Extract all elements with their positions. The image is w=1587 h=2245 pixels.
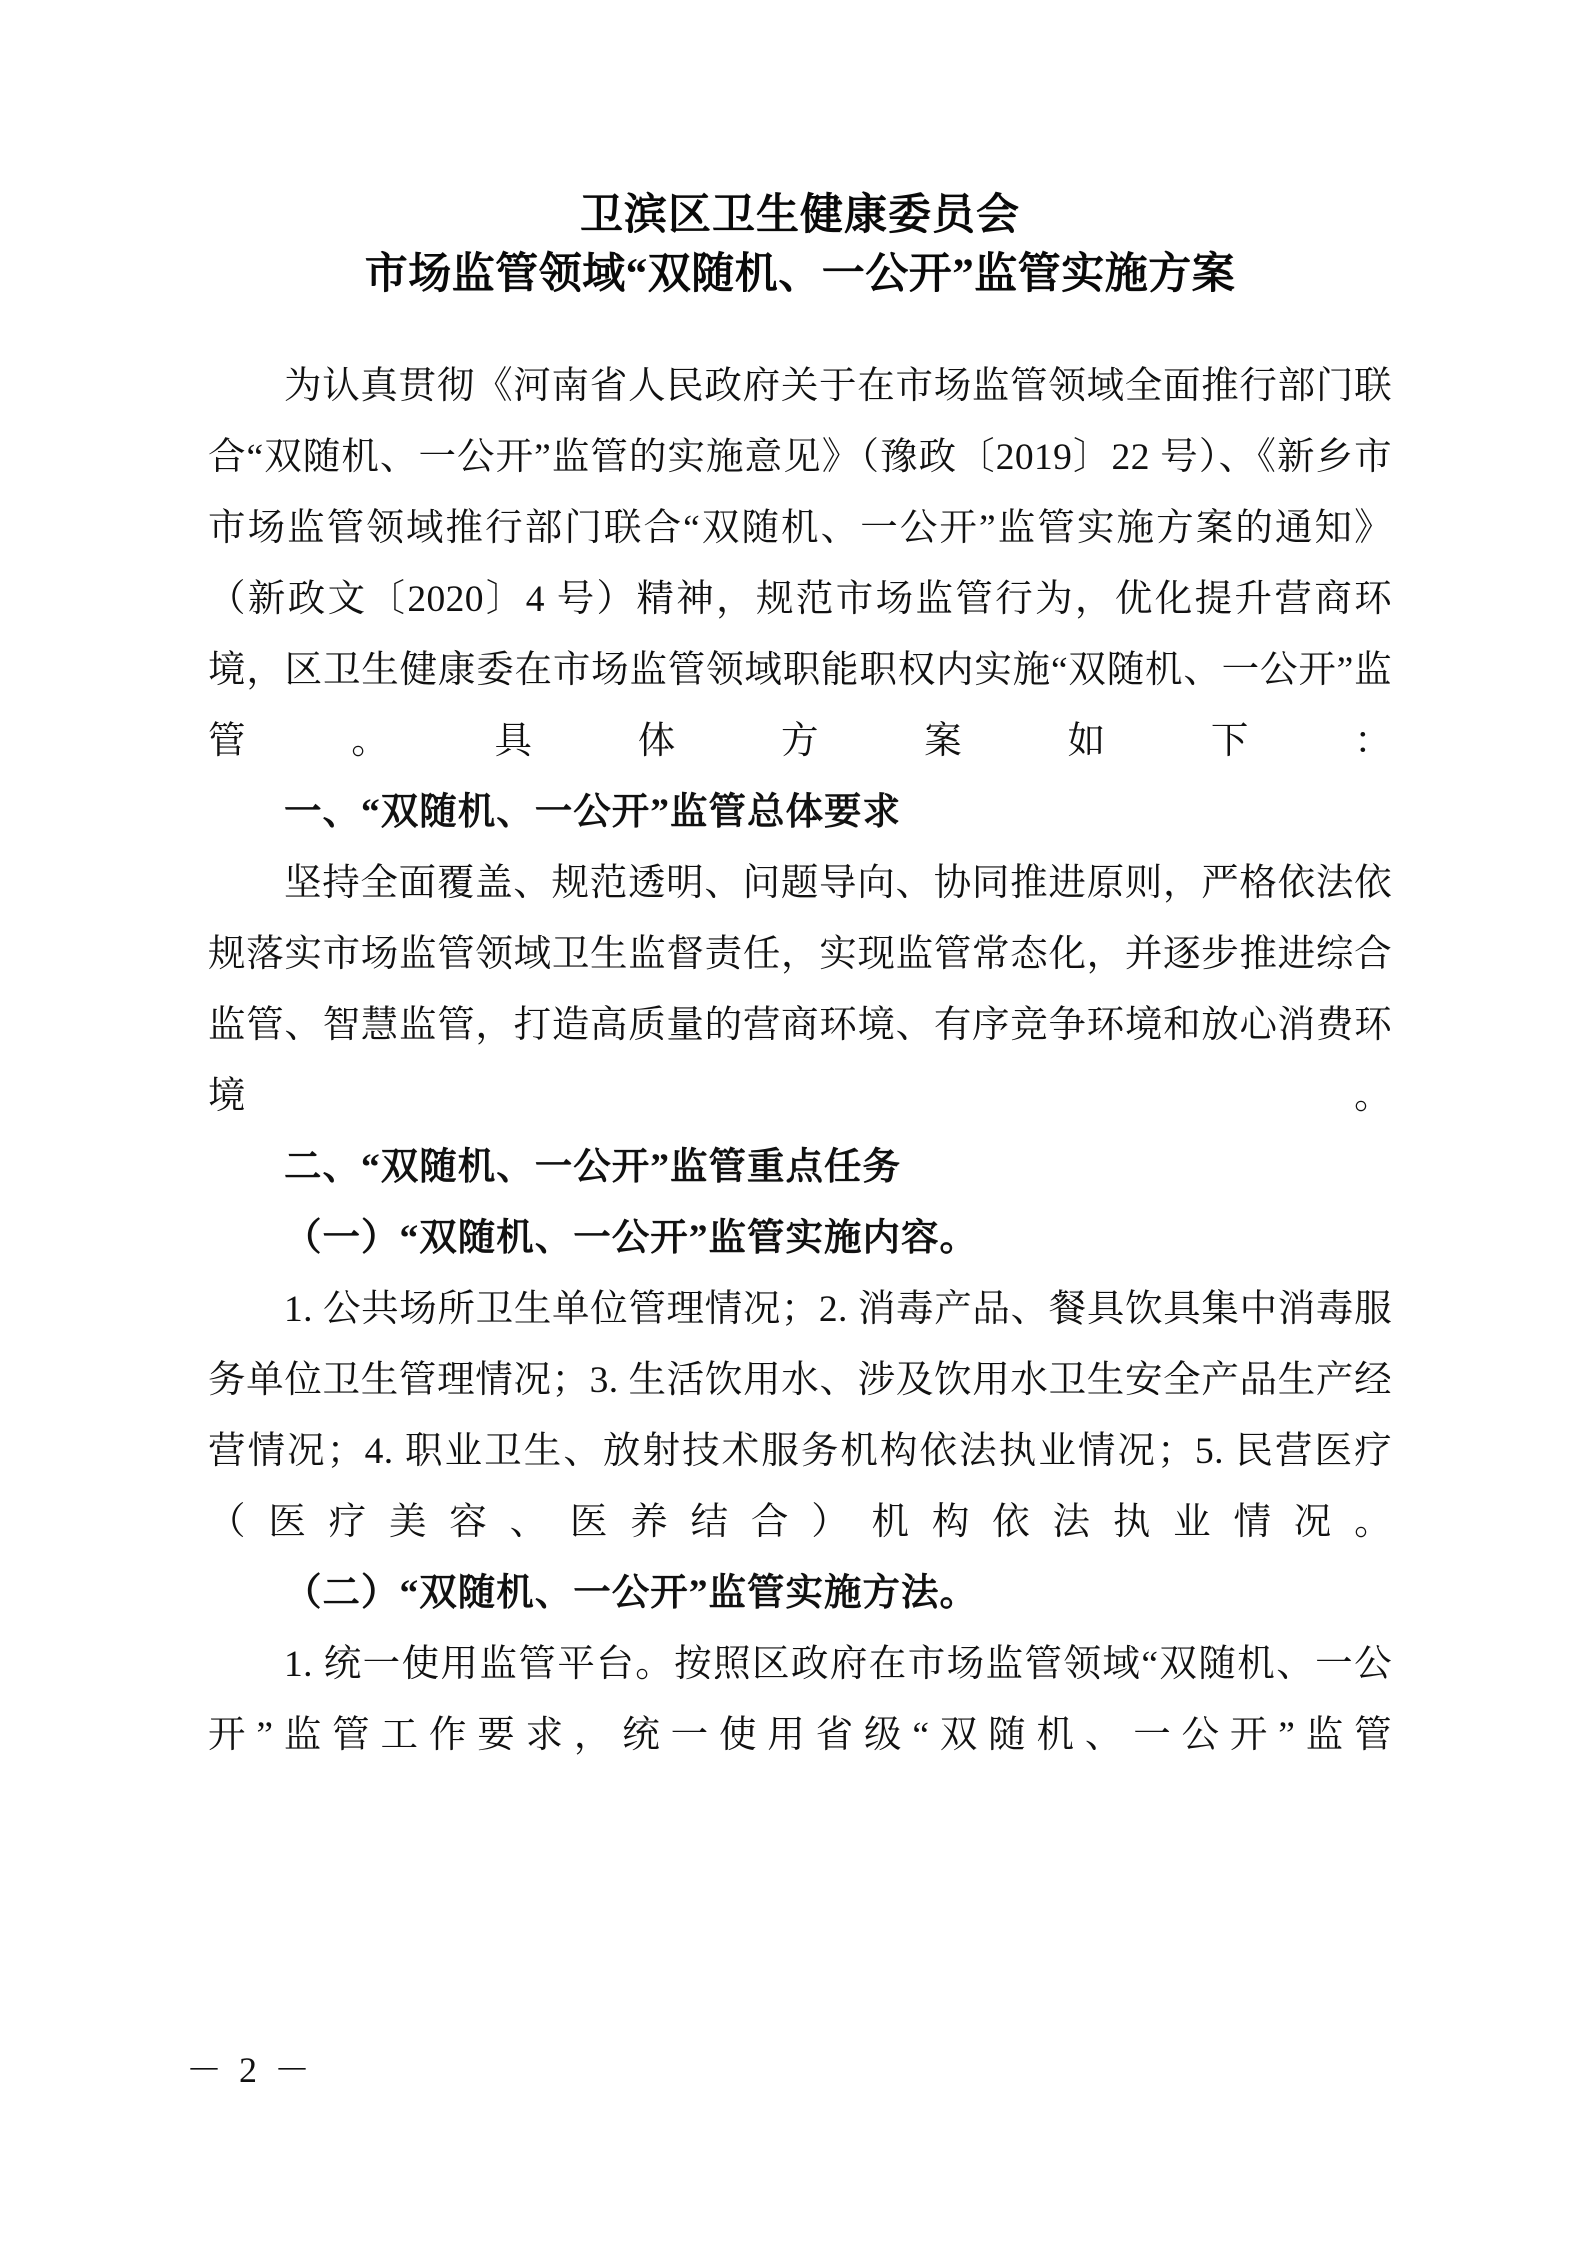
title-line-organization: 卫滨区卫生健康委员会 xyxy=(580,192,1020,239)
subsection-heading-1: （一）“双随机、一公开”监管实施内容。 xyxy=(284,1217,978,1259)
page-number: － 2 － xyxy=(186,2050,315,2090)
page-footer xyxy=(186,2042,1401,2093)
section-heading-2: 二、“双随机、一公开”监管重点任务 xyxy=(284,1146,901,1188)
paragraph-intro: 为认真贯彻《河南省人民政府关于在市场监管领域全面推行部门联合“双随机、一公开”监管的实施意见》（豫政〔2019〕22 号）、《新乡市市场监管领域推行部门联合“双随机、一公开”监管实施方案的通知》（新政文〔2020〕4 号）精神，规范市场监管行为，优化提升营商环境，区卫生健康委在市场监管领域职能职权内实施“双随机、一公开”监管。具体方案如下： xyxy=(208,365,1392,762)
page-content xyxy=(208,186,1392,1771)
section-heading-1: 一、“双随机、一公开”监管总体要求 xyxy=(284,791,901,833)
paragraph-supervision-methods: 1. 统一使用监管平台。按照区政府在市场监管领域“双随机、一公开”监管工作要求，统一使用省级“双随机、一公开”监管 xyxy=(208,1643,1392,1756)
subsection-heading-2: （二）“双随机、一公开”监管实施方法。 xyxy=(284,1572,978,1614)
title-line-subject: 市场监管领域“双随机、一公开”监管实施方案 xyxy=(364,251,1236,299)
paragraph-supervision-contents: 1. 公共场所卫生单位管理情况；2. 消毒产品、餐具饮具集中消毒服务单位卫生管理情况；3. 生活饮用水、涉及饮用水卫生安全产品生产经营情况；4. 职业卫生、放射技术服务机构依法执业情况；5. 民营医疗（医疗美容、医养结合）机构依法执业情况。 xyxy=(208,1288,1392,1543)
paragraph-overall-requirements: 坚持全面覆盖、规范透明、问题导向、协同推进原则，严格依法依规落实市场监管领域卫生监督责任，实现监管常态化，并逐步推进综合监管、智慧监管，打造高质量的营商环境、有序竞争环境和放心消费环境。 xyxy=(208,862,1392,1117)
document-title xyxy=(208,186,1392,305)
